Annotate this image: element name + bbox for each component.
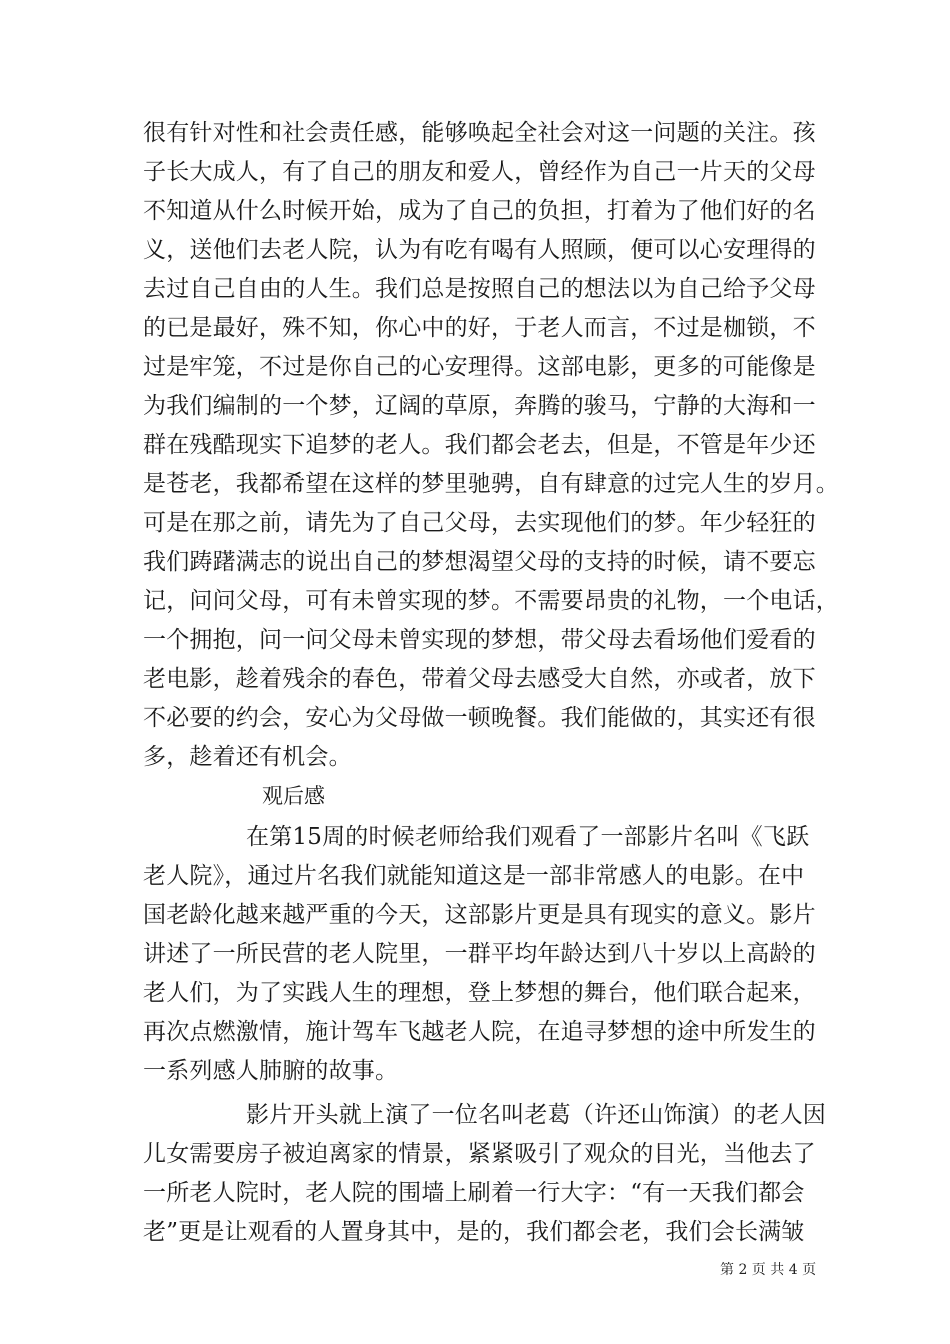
text-line: 老人院》，通过片名我们就能知道这是一部非常感人的电影。在中 — [143, 863, 805, 889]
text-line: 记，问问父母，可有未曾实现的梦。不需要昂贵的礼物，一个电话， — [143, 588, 839, 614]
text-line: 过是牢笼，不过是你自己的心安理得。这部电影，更多的可能像是 — [143, 354, 816, 380]
text-line: 一所老人院时，老人院的围墙上刷着一行大字：“有一天我们都会 — [143, 1180, 805, 1206]
text-line: 义，送他们去老人院，认为有吃有喝有人照顾，便可以心安理得的 — [143, 237, 816, 263]
text-line: 很有针对性和社会责任感，能够唤起全社会对这一问题的关注。孩 — [143, 120, 816, 146]
text-line: 国老龄化越来越严重的今天，这部影片更是具有现实的意义。影片 — [143, 902, 816, 928]
text-line: 一系列感人肺腑的故事。 — [143, 1058, 399, 1084]
page-number-footer: 第 2 页 共 4 页 — [720, 1262, 817, 1278]
text-line: 我们踌躇满志的说出自己的梦想渴望父母的支持的时候，请不要忘 — [143, 549, 816, 575]
text-line: 群在残酷现实下追梦的老人。我们都会老去，但是，不管是年少还 — [143, 432, 816, 458]
text-line: 在第15周的时候老师给我们观看了一部影片名叫《飞跃 — [246, 824, 810, 850]
text-line: 为我们编制的一个梦，辽阔的草原，奔腾的骏马，宁静的大海和一 — [143, 393, 816, 419]
text-line: 讲述了一所民营的老人院里，一群平均年龄达到八十岁以上高龄的 — [143, 941, 816, 967]
text-line: 子长大成人，有了自己的朋友和爱人，曾经作为自己一片天的父母 — [143, 159, 816, 185]
text-line: 一个拥抱，问一问父母未曾实现的梦想，带父母去看场他们爱看的 — [143, 627, 816, 653]
text-line: 老人们，为了实践人生的理想，登上梦想的舞台，他们联合起来， — [143, 980, 816, 1006]
text-line: 可是在那之前，请先为了自己父母，去实现他们的梦。年少轻狂的 — [143, 510, 816, 536]
text-line: 去过自己自由的人生。我们总是按照自己的想法以为自己给予父母 — [143, 276, 816, 302]
section-heading: 观后感 — [262, 784, 325, 808]
text-line: 的已是最好，殊不知，你心中的好，于老人而言，不过是枷锁，不 — [143, 315, 816, 341]
text-line: 影片开头就上演了一位名叫老葛（许还山饰演）的老人因 — [246, 1102, 826, 1128]
text-line: 多，趁着还有机会。 — [143, 744, 352, 770]
text-line: 不知道从什么时候开始，成为了自己的负担，打着为了他们好的名 — [143, 198, 816, 224]
text-line: 老电影，趁着残余的春色，带着父母去感受大自然，亦或者，放下 — [143, 666, 816, 692]
text-line: 再次点燃激情，施计驾车飞越老人院，在追寻梦想的途中所发生的 — [143, 1019, 816, 1045]
text-line: 不必要的约会，安心为父母做一顿晚餐。我们能做的，其实还有很 — [143, 705, 816, 731]
text-line: 是苍老，我都希望在这样的梦里驰骋，自有肆意的过完人生的岁月。 — [143, 471, 839, 497]
text-line: 儿女需要房子被迫离家的情景，紧紧吸引了观众的目光，当他去了 — [143, 1141, 816, 1167]
text-line: 老”更是让观看的人置身其中，是的，我们都会老，我们会长满皱 — [143, 1219, 805, 1245]
